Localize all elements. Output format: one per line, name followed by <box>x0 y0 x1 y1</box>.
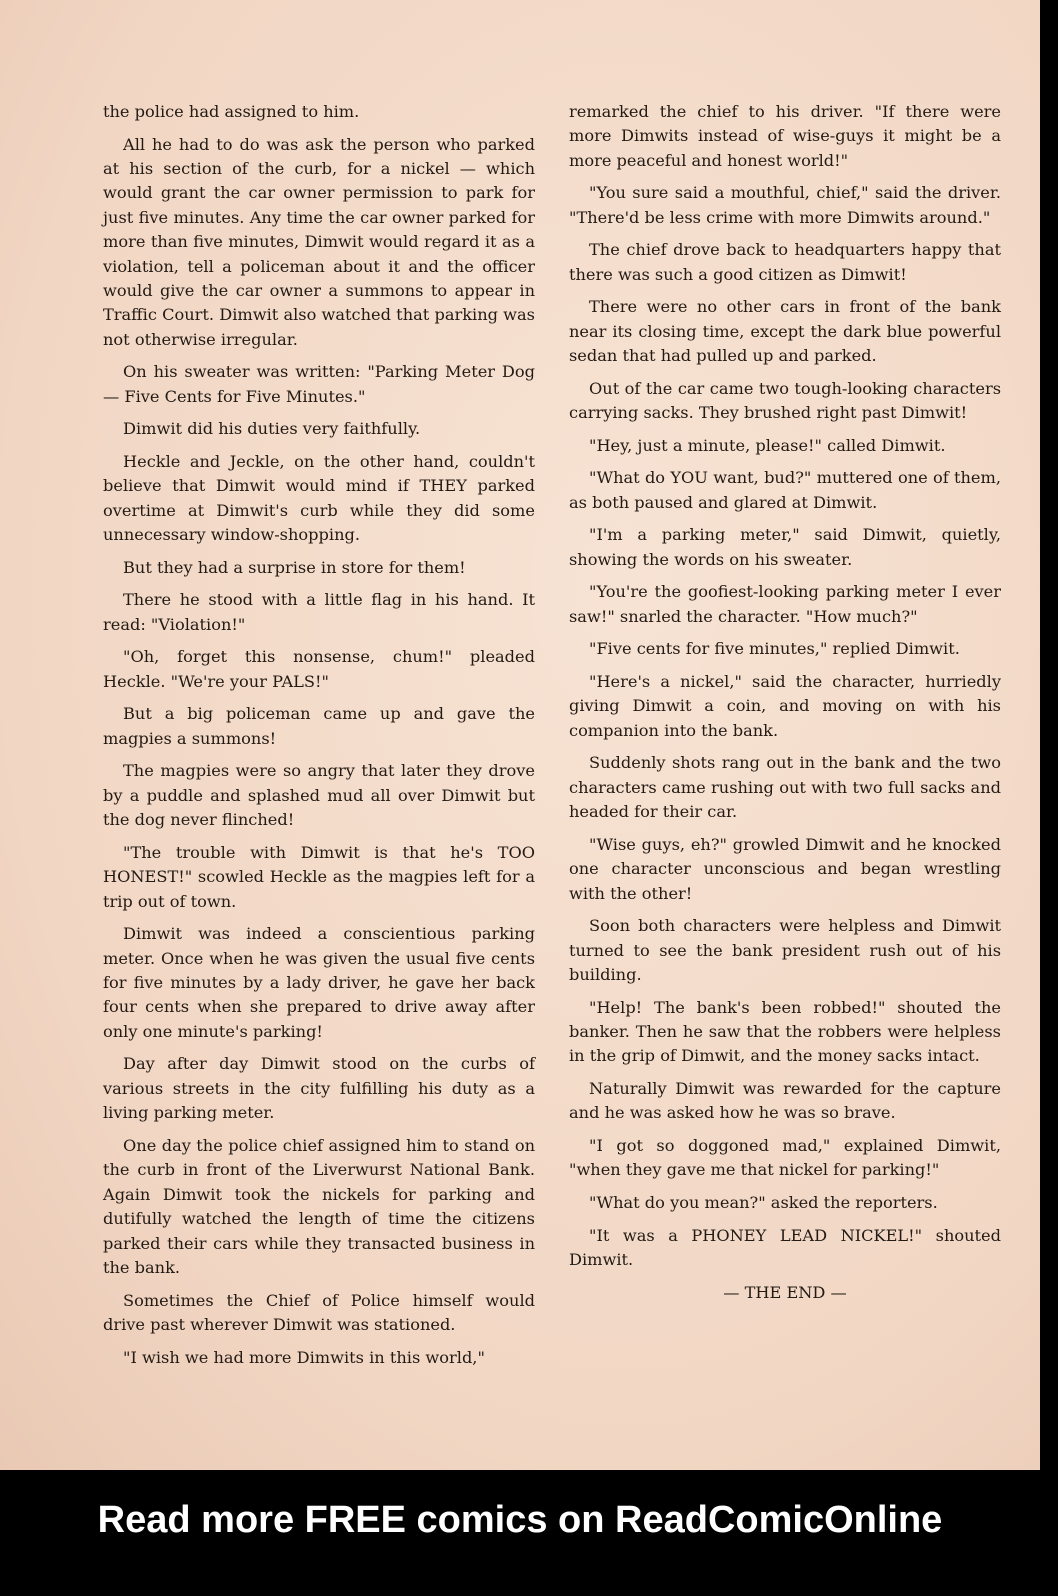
the-end-mark: — THE END — <box>723 1282 847 1302</box>
paragraph: "I got so doggoned mad," explained Dimwit, "when they gave me that nickel for parking!" <box>569 1136 1001 1180</box>
paragraph: "I wish we had more Dimwits in this world," <box>123 1347 485 1367</box>
paragraph: remarked the chief to his driver. "If there were more Dimwits instead of wise-guys it might be a more peaceful and honest world!" <box>569 102 1001 170</box>
paragraph: But a big policeman came up and gave the magpies a summons! <box>103 704 535 748</box>
paragraph: "Five cents for five minutes," replied Dimwit. <box>589 639 960 659</box>
paragraph: "Oh, forget this nonsense, chum!" pleaded Heckle. "We're your PALS!" <box>103 647 535 691</box>
paragraph: Soon both characters were helpless and Dimwit turned to see the bank president rush out of his building. <box>569 916 1001 985</box>
paragraph: On his sweater was written: "Parking Meter Dog — Five Cents for Five Minutes." <box>103 362 535 406</box>
paragraph: There were no other cars in front of the bank near its closing time, except the dark blue powerful sedan that had pulled up and parked. <box>569 297 1001 366</box>
paragraph: But they had a surprise in store for them! <box>123 557 466 577</box>
paragraph: "Here's a nickel," said the character, hurriedly giving Dimwit a coin, and moving on with his companion into the bank. <box>569 672 1001 740</box>
paragraph: The chief drove back to headquarters happy that there was such a good citizen as Dimwit! <box>569 240 1001 284</box>
paragraph: "What do YOU want, bud?" muttered one of them, as both paused and glared at Dimwit. <box>569 468 1001 512</box>
paragraph: Heckle and Jeckle, on the other hand, couldn't believe that Dimwit would mind if THEY parked overtime at Dimwit's curb while they did some unnecessary window-shopping. <box>103 452 535 545</box>
paragraph: the police had assigned to him. <box>103 102 360 121</box>
paragraph: "Hey, just a minute, please!" called Dimwit. <box>589 435 946 455</box>
text-column-right <box>569 100 1001 1313</box>
paragraph: One day the police chief assigned him to stand on the curb in front of the Liverwurst National Bank. Again Dimwit took the nickels for parking and dutifully watched the length of time the citizens parked their cars while they transacted business in the bank. <box>103 1135 535 1277</box>
text-column-left <box>103 100 535 1378</box>
paragraph: Naturally Dimwit was rewarded for the capture and he was asked how he was so brave. <box>569 1079 1001 1123</box>
paragraph: Day after day Dimwit stood on the curbs of various streets in the city fulfilling his duty as a living parking meter. <box>103 1054 535 1123</box>
paragraph: "It was a PHONEY LEAD NICKEL!" shouted Dimwit. <box>569 1225 1001 1270</box>
paragraph: All he had to do was ask the person who parked at his section of the curb, for a nickel — which would grant the car owner permission to park for just five minutes. Any time the car owner parked for more than five minutes, Dimwit would regard it as a violation, tell a policeman about it and the officer would give the car owner a summons to appear in Traffic Court. Dimwit also watched that parking was not otherwise irregular. <box>103 134 535 349</box>
paragraph: Dimwit was indeed a conscientious parking meter. Once when he was given the usual five cents for five minutes by a lady driver, he gave her back four cents when she prepared to drive away after only one minute's parking! <box>103 924 535 1041</box>
paragraph: "You're the goofiest-looking parking meter I ever saw!" snarled the character. "How much?" <box>569 582 1001 626</box>
paragraph: "Wise guys, eh?" growled Dimwit and he knocked one character unconscious and began wrestling with the other! <box>569 834 1001 903</box>
paragraph: "You sure said a mouthful, chief," said the driver. "There'd be less crime with more Dimwits around." <box>569 183 1001 227</box>
paragraph: Suddenly shots rang out in the bank and the two characters came rushing out with two full sacks and headed for their car. <box>569 753 1001 822</box>
paragraph: "I'm a parking meter," said Dimwit, quietly, showing the words on his sweater. <box>569 525 1001 569</box>
paragraph: There he stood with a little flag in his hand. It read: "Violation!" <box>103 590 535 634</box>
footer-promo-text: Read more FREE comics on ReadComicOnline <box>97 1499 943 1541</box>
paragraph: Out of the car came two tough-looking characters carrying sacks. They brushed right past Dimwit! <box>569 378 1001 423</box>
paragraph: "Help! The bank's been robbed!" shouted the banker. Then he saw that the robbers were helpless in the grip of Dimwit, and the money sacks intact. <box>569 997 1001 1066</box>
paragraph: The magpies were so angry that later they drove by a puddle and splashed mud all over Dimwit but the dog never flinched! <box>103 761 535 830</box>
paragraph: Dimwit did his duties very faithfully. <box>123 419 421 439</box>
paragraph: Sometimes the Chief of Police himself would drive past wherever Dimwit was stationed. <box>103 1290 535 1334</box>
paragraph: "The trouble with Dimwit is that he's TOO HONEST!" scowled Heckle as the magpies left for a trip out of town. <box>103 842 535 911</box>
paragraph: "What do you mean?" asked the reporters. <box>589 1193 938 1213</box>
